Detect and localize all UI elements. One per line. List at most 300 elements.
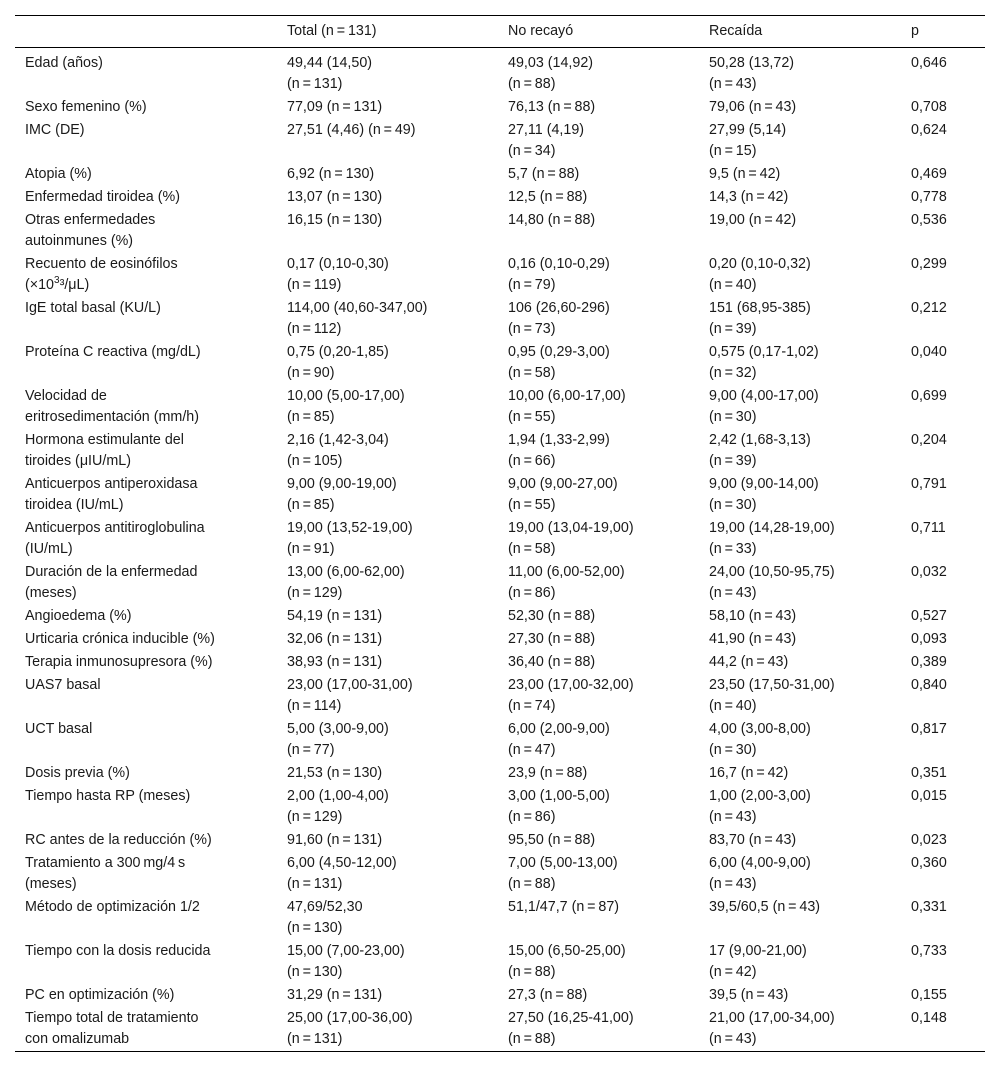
cell-p-value: 0,536 (911, 212, 947, 228)
table-row (15, 119, 985, 163)
cell-no-recayo (498, 163, 699, 186)
cell-no-recayo-line: (n = 58) (508, 541, 556, 557)
cell-recaida-line: 39,5/60,5 (n = 43) (709, 899, 821, 915)
cell-total-line: 13,00 (6,00-62,00) (287, 564, 405, 580)
cell-variable-line: (meses) (25, 585, 77, 601)
cell-variable (15, 517, 277, 561)
cell-total (277, 297, 498, 341)
cell-recaida (699, 785, 901, 829)
table-row (15, 896, 985, 940)
header-row (15, 16, 985, 48)
cell-no-recayo-line: (n = 88) (508, 76, 556, 92)
table-row (15, 473, 985, 517)
cell-recaida-line: (n = 30) (709, 409, 757, 425)
cell-recaida (699, 940, 901, 984)
cell-total (277, 605, 498, 628)
cell-no-recayo (498, 209, 699, 253)
cell-recaida-line: 0,575 (0,17-1,02) (709, 344, 819, 360)
cell-recaida-line: 44,2 (n = 43) (709, 654, 789, 670)
cell-no-recayo (498, 829, 699, 852)
cell-no-recayo-line: 27,50 (16,25-41,00) (508, 1010, 634, 1026)
cell-recaida-line: (n = 15) (709, 143, 757, 159)
cell-total-line: (n = 105) (287, 453, 343, 469)
cell-variable (15, 561, 277, 605)
cell-total-line: 38,93 (n = 131) (287, 654, 383, 670)
cell-total-line: 54,19 (n = 131) (287, 608, 383, 624)
cell-no-recayo-line: (n = 47) (508, 742, 556, 758)
header-recaida: Recaída (709, 22, 763, 39)
table-row (15, 341, 985, 385)
cell-no-recayo-line: 23,9 (n = 88) (508, 765, 588, 781)
cell-no-recayo-line: (n = 79) (508, 277, 556, 293)
cell-no-recayo-line: 52,30 (n = 88) (508, 608, 596, 624)
cell-variable-line: tiroidea (IU/mL) (25, 497, 124, 513)
cell-variable (15, 651, 277, 674)
cell-no-recayo (498, 762, 699, 785)
cell-p-value: 0,351 (911, 765, 947, 781)
cell-recaida-line: 21,00 (17,00-34,00) (709, 1010, 835, 1026)
cell-total (277, 96, 498, 119)
cell-no-recayo (498, 119, 699, 163)
cell-recaida (699, 429, 901, 473)
cell-no-recayo-line: 19,00 (13,04-19,00) (508, 520, 634, 536)
cell-total-line: 32,06 (n = 131) (287, 631, 383, 647)
cell-variable-line: Velocidad de (25, 388, 107, 404)
cell-variable (15, 852, 277, 896)
cell-no-recayo (498, 253, 699, 297)
cell-no-recayo-line: (n = 66) (508, 453, 556, 469)
cell-no-recayo-line: 106 (26,60-296) (508, 300, 610, 316)
cell-total (277, 718, 498, 762)
cell-recaida (699, 561, 901, 605)
cell-variable (15, 341, 277, 385)
cell-recaida (699, 605, 901, 628)
cell-total-line: 23,00 (17,00-31,00) (287, 677, 413, 693)
header-total: Total (n = 131) (287, 22, 377, 39)
cell-variable (15, 119, 277, 163)
cell-variable-line: eritrosedimentación (mm/h) (25, 409, 199, 425)
table-row (15, 852, 985, 896)
cell-variable-line: RC antes de la reducción (%) (25, 832, 212, 848)
cell-variable-line: Enfermedad tiroidea (%) (25, 189, 180, 205)
cell-no-recayo-line: 3,00 (1,00-5,00) (508, 788, 610, 804)
cell-recaida-line: (n = 42) (709, 964, 757, 980)
cell-recaida (699, 829, 901, 852)
cell-recaida-line: (n = 30) (709, 497, 757, 513)
cell-recaida (699, 209, 901, 253)
cell-variable-line: Urticaria crónica inducible (%) (25, 631, 215, 647)
cell-recaida-line: (n = 40) (709, 277, 757, 293)
cell-total (277, 186, 498, 209)
cell-total-line: 10,00 (5,00-17,00) (287, 388, 405, 404)
cell-no-recayo-line: 10,00 (6,00-17,00) (508, 388, 626, 404)
cell-variable-line: Recuento de eosinófilos (25, 256, 178, 272)
cell-no-recayo (498, 984, 699, 1007)
cell-no-recayo (498, 674, 699, 718)
cell-total-line: 6,00 (4,50-12,00) (287, 855, 397, 871)
table-row (15, 48, 985, 97)
cell-recaida-line: 14,3 (n = 42) (709, 189, 789, 205)
cell-total-line: (n = 129) (287, 585, 343, 601)
cell-total-line: 0,17 (0,10-0,30) (287, 256, 389, 272)
cell-total-line: (n = 90) (287, 365, 335, 381)
cell-no-recayo-line: 76,13 (n = 88) (508, 99, 596, 115)
cell-no-recayo (498, 651, 699, 674)
cell-p-value: 0,624 (911, 122, 947, 138)
cell-total-line: 114,00 (40,60-347,00) (287, 300, 428, 316)
cell-no-recayo-line: (n = 86) (508, 809, 556, 825)
cell-recaida-line: 16,7 (n = 42) (709, 765, 789, 781)
cell-variable-line: PC en optimización (%) (25, 987, 175, 1003)
cell-recaida (699, 297, 901, 341)
cell-recaida-line: 9,00 (4,00-17,00) (709, 388, 819, 404)
cell-variable-line: tiroides (μIU/mL) (25, 453, 131, 469)
cell-total-line: (n = 131) (287, 76, 343, 92)
cell-variable (15, 674, 277, 718)
table-row (15, 253, 985, 297)
table-row (15, 829, 985, 852)
cell-total (277, 852, 498, 896)
cell-recaida-line: 17 (9,00-21,00) (709, 943, 807, 959)
cell-variable (15, 163, 277, 186)
table-row (15, 1007, 985, 1052)
cell-recaida (699, 96, 901, 119)
header-variable (15, 16, 277, 48)
cell-no-recayo-line: (n = 73) (508, 321, 556, 337)
cell-no-recayo-line: 95,50 (n = 88) (508, 832, 596, 848)
cell-p-value: 0,389 (911, 654, 947, 670)
header-p: p (911, 22, 919, 39)
cell-recaida-line: (n = 43) (709, 1031, 757, 1047)
table-container (15, 15, 985, 1052)
cell-total (277, 651, 498, 674)
cell-no-recayo (498, 896, 699, 940)
cell-p-value: 0,032 (911, 564, 947, 580)
cell-total (277, 829, 498, 852)
cell-recaida-line: 4,00 (3,00-8,00) (709, 721, 811, 737)
cell-recaida-line: 9,5 (n = 42) (709, 166, 781, 182)
cell-no-recayo-line: (n = 58) (508, 365, 556, 381)
cell-recaida (699, 984, 901, 1007)
cell-p-value: 0,212 (911, 300, 947, 316)
cell-total-line: (n = 91) (287, 541, 335, 557)
table-row (15, 297, 985, 341)
cell-variable-line: Edad (años) (25, 55, 103, 71)
cell-variable-line: Dosis previa (%) (25, 765, 130, 781)
cell-variable-line: Tiempo con la dosis reducida (25, 943, 211, 959)
cell-no-recayo-line: 27,30 (n = 88) (508, 631, 596, 647)
cell-total-line: 49,44 (14,50) (287, 55, 373, 71)
cell-total-line: (n = 112) (287, 321, 342, 337)
cell-total-line: 16,15 (n = 130) (287, 212, 383, 228)
table-row (15, 385, 985, 429)
cell-p-value: 0,360 (911, 855, 947, 871)
cell-no-recayo (498, 605, 699, 628)
cell-recaida-line: (n = 39) (709, 321, 757, 337)
cell-no-recayo (498, 473, 699, 517)
cell-variable-line: Hormona estimulante del (25, 432, 184, 448)
cell-recaida (699, 186, 901, 209)
cell-recaida (699, 341, 901, 385)
cell-total-line: (n = 129) (287, 809, 343, 825)
cell-variable (15, 896, 277, 940)
cell-total (277, 473, 498, 517)
cell-no-recayo-line: 15,00 (6,50-25,00) (508, 943, 626, 959)
cell-no-recayo-line: 27,3 (n = 88) (508, 987, 588, 1003)
cell-variable-line: UAS7 basal (25, 677, 101, 693)
table-row (15, 674, 985, 718)
cell-total (277, 674, 498, 718)
header-no-recayo: No recayó (508, 22, 574, 39)
cell-variable-line: Proteína C reactiva (mg/dL) (25, 344, 201, 360)
cell-variable-line: IgE total basal (KU/L) (25, 300, 161, 316)
cell-variable-line: Sexo femenino (%) (25, 99, 147, 115)
cell-total (277, 341, 498, 385)
cell-variable-line: Angioedema (%) (25, 608, 132, 624)
cell-variable (15, 96, 277, 119)
cell-no-recayo (498, 341, 699, 385)
cell-no-recayo-line: 36,40 (n = 88) (508, 654, 596, 670)
cell-p-value: 0,299 (911, 256, 947, 272)
cell-total-line: 9,00 (9,00-19,00) (287, 476, 397, 492)
cell-no-recayo-line: 7,00 (5,00-13,00) (508, 855, 618, 871)
cell-total (277, 984, 498, 1007)
cell-variable (15, 628, 277, 651)
cell-recaida-line: (n = 32) (709, 365, 757, 381)
cell-no-recayo (498, 48, 699, 97)
cell-variable (15, 762, 277, 785)
cell-recaida (699, 1007, 901, 1052)
table-row (15, 762, 985, 785)
cell-recaida-line: (n = 43) (709, 585, 757, 601)
cell-no-recayo (498, 96, 699, 119)
cell-recaida (699, 762, 901, 785)
cell-recaida-line: (n = 33) (709, 541, 757, 557)
table-row (15, 651, 985, 674)
cell-no-recayo (498, 852, 699, 896)
cell-recaida (699, 674, 901, 718)
cell-no-recayo (498, 1007, 699, 1052)
table-row (15, 561, 985, 605)
cell-recaida-line: 19,00 (n = 42) (709, 212, 797, 228)
cell-variable (15, 48, 277, 97)
cell-p-value: 0,148 (911, 1010, 947, 1026)
cell-p-value: 0,015 (911, 788, 947, 804)
cell-variable-line: Anticuerpos antiperoxidasa (25, 476, 198, 492)
table-body (15, 48, 985, 1052)
cell-variable-line: UCT basal (25, 721, 93, 737)
cell-recaida (699, 517, 901, 561)
cell-no-recayo (498, 385, 699, 429)
cell-total-line: (n = 131) (287, 1031, 343, 1047)
cell-p-value: 0,817 (911, 721, 947, 737)
cell-variable-line: Otras enfermedades (25, 212, 156, 228)
cell-recaida (699, 473, 901, 517)
cell-total-line: 77,09 (n = 131) (287, 99, 383, 115)
cell-p-value: 0,204 (911, 432, 947, 448)
cell-recaida-line: 2,42 (1,68-3,13) (709, 432, 811, 448)
cell-variable-line: Atopia (%) (25, 166, 92, 182)
cell-variable (15, 186, 277, 209)
cell-p-value: 0,646 (911, 55, 947, 71)
cell-total-line: (n = 131) (287, 876, 343, 892)
cell-recaida-line: 83,70 (n = 43) (709, 832, 797, 848)
cell-variable (15, 253, 277, 297)
cell-total (277, 628, 498, 651)
cell-recaida-line: 151 (68,95-385) (709, 300, 811, 316)
cell-variable-line: Duración de la enfermedad (25, 564, 198, 580)
cell-no-recayo-line: (n = 86) (508, 585, 556, 601)
cell-p-value: 0,023 (911, 832, 947, 848)
cell-total-line: 2,16 (1,42-3,04) (287, 432, 389, 448)
cell-recaida (699, 896, 901, 940)
cell-recaida-line: 19,00 (14,28-19,00) (709, 520, 835, 536)
cell-no-recayo-line: 0,95 (0,29-3,00) (508, 344, 610, 360)
cell-no-recayo (498, 785, 699, 829)
cell-variable (15, 209, 277, 253)
cell-total-line: (n = 85) (287, 497, 335, 513)
cell-variable-line: Tratamiento a 300 mg/4 s (25, 855, 186, 871)
cell-variable-line: (meses) (25, 876, 77, 892)
cell-total-line: 31,29 (n = 131) (287, 987, 383, 1003)
cell-total-line: (n = 130) (287, 964, 343, 980)
cell-recaida (699, 48, 901, 97)
cell-no-recayo-line: 23,00 (17,00-32,00) (508, 677, 634, 693)
cell-recaida (699, 385, 901, 429)
cell-total-line: (n = 85) (287, 409, 335, 425)
cell-p-value: 0,711 (911, 520, 946, 536)
cell-total-line: 25,00 (17,00-36,00) (287, 1010, 413, 1026)
cell-total (277, 896, 498, 940)
cell-variable (15, 429, 277, 473)
cell-recaida (699, 119, 901, 163)
cell-no-recayo (498, 429, 699, 473)
cell-total (277, 163, 498, 186)
cell-p-value: 0,040 (911, 344, 947, 360)
cell-recaida-line: 23,50 (17,50-31,00) (709, 677, 835, 693)
cell-p-value: 0,155 (911, 987, 947, 1003)
cell-total (277, 517, 498, 561)
cell-no-recayo-line: 49,03 (14,92) (508, 55, 594, 71)
cell-total-line: 19,00 (13,52-19,00) (287, 520, 413, 536)
cell-total (277, 209, 498, 253)
cell-variable (15, 829, 277, 852)
cell-p-value: 0,840 (911, 677, 947, 693)
cell-recaida (699, 852, 901, 896)
cell-total (277, 561, 498, 605)
cell-no-recayo (498, 561, 699, 605)
cell-variable-line: (IU/mL) (25, 541, 73, 557)
cell-total-line: 91,60 (n = 131) (287, 832, 383, 848)
cell-no-recayo (498, 186, 699, 209)
cell-total-line: 21,53 (n = 130) (287, 765, 383, 781)
table-row (15, 517, 985, 561)
cell-recaida-line: 0,20 (0,10-0,32) (709, 256, 811, 272)
cell-variable (15, 1007, 277, 1052)
cell-no-recayo-line: 0,16 (0,10-0,29) (508, 256, 610, 272)
cell-total (277, 940, 498, 984)
table-row (15, 718, 985, 762)
cell-no-recayo (498, 517, 699, 561)
cell-total (277, 762, 498, 785)
cell-variable-line: Tiempo hasta RP (meses) (25, 788, 191, 804)
cell-recaida-line: (n = 39) (709, 453, 757, 469)
cell-no-recayo (498, 940, 699, 984)
cell-total-line: 5,00 (3,00-9,00) (287, 721, 389, 737)
cell-no-recayo-line: 5,7 (n = 88) (508, 166, 580, 182)
cell-no-recayo-line: (n = 34) (508, 143, 556, 159)
cell-recaida-line: 27,99 (5,14) (709, 122, 787, 138)
cell-no-recayo-line: (n = 74) (508, 698, 556, 714)
cell-no-recayo (498, 718, 699, 762)
cell-variable (15, 473, 277, 517)
cell-total (277, 119, 498, 163)
cell-recaida-line: 50,28 (13,72) (709, 55, 795, 71)
cell-recaida (699, 718, 901, 762)
cell-p-value: 0,527 (911, 608, 947, 624)
cell-total (277, 48, 498, 97)
cell-p-value: 0,708 (911, 99, 947, 115)
cell-recaida-line: 1,00 (2,00-3,00) (709, 788, 811, 804)
cell-no-recayo-line: 27,11 (4,19) (508, 122, 585, 138)
cell-total-line: 47,69/52,30 (287, 899, 363, 915)
cell-recaida-line: (n = 43) (709, 809, 757, 825)
cell-total-line: 27,51 (4,46) (n = 49) (287, 122, 416, 138)
cell-total-line: (n = 77) (287, 742, 335, 758)
cell-variable-line: Método de optimización 1/2 (25, 899, 200, 915)
cell-no-recayo-line: (n = 88) (508, 1031, 556, 1047)
table-row (15, 429, 985, 473)
cell-variable (15, 984, 277, 1007)
cell-no-recayo-line: 1,94 (1,33-2,99) (508, 432, 610, 448)
cell-total-line: 2,00 (1,00-4,00) (287, 788, 389, 804)
cell-no-recayo-line: 12,5 (n = 88) (508, 189, 588, 205)
cell-recaida (699, 163, 901, 186)
cell-variable (15, 785, 277, 829)
cell-recaida-line: 9,00 (9,00-14,00) (709, 476, 819, 492)
cell-recaida-line: 58,10 (n = 43) (709, 608, 797, 624)
table-row (15, 628, 985, 651)
cell-recaida-line: 24,00 (10,50-95,75) (709, 564, 835, 580)
cell-total (277, 385, 498, 429)
cell-no-recayo-line: (n = 55) (508, 409, 556, 425)
cell-p-value: 0,331 (911, 899, 947, 915)
cell-variable (15, 940, 277, 984)
table-row (15, 209, 985, 253)
cell-total (277, 785, 498, 829)
cell-recaida (699, 651, 901, 674)
table-row (15, 96, 985, 119)
table-row (15, 984, 985, 1007)
cell-total-line: 15,00 (7,00-23,00) (287, 943, 405, 959)
cell-total-line: (n = 119) (287, 277, 342, 293)
cell-p-value: 0,093 (911, 631, 947, 647)
cell-variable-line: Tiempo total de tratamiento (25, 1010, 199, 1026)
cell-variable-line: Anticuerpos antitiroglobulina (25, 520, 205, 536)
cell-recaida (699, 253, 901, 297)
cell-total-line: 0,75 (0,20-1,85) (287, 344, 389, 360)
cell-recaida-line: (n = 43) (709, 76, 757, 92)
cell-variable-line: Terapia inmunosupresora (%) (25, 654, 213, 670)
cell-total-line: 13,07 (n = 130) (287, 189, 383, 205)
cell-total-line: (n = 130) (287, 920, 343, 936)
cell-variable-line: $(\times 10^3^3/\mu L)$ (25, 275, 90, 293)
cell-variable-line: autoinmunes (%) (25, 233, 134, 249)
cell-recaida-line: 39,5 (n = 43) (709, 987, 789, 1003)
table-row (15, 163, 985, 186)
cell-p-value: 0,699 (911, 388, 947, 404)
data-table (15, 15, 985, 1052)
